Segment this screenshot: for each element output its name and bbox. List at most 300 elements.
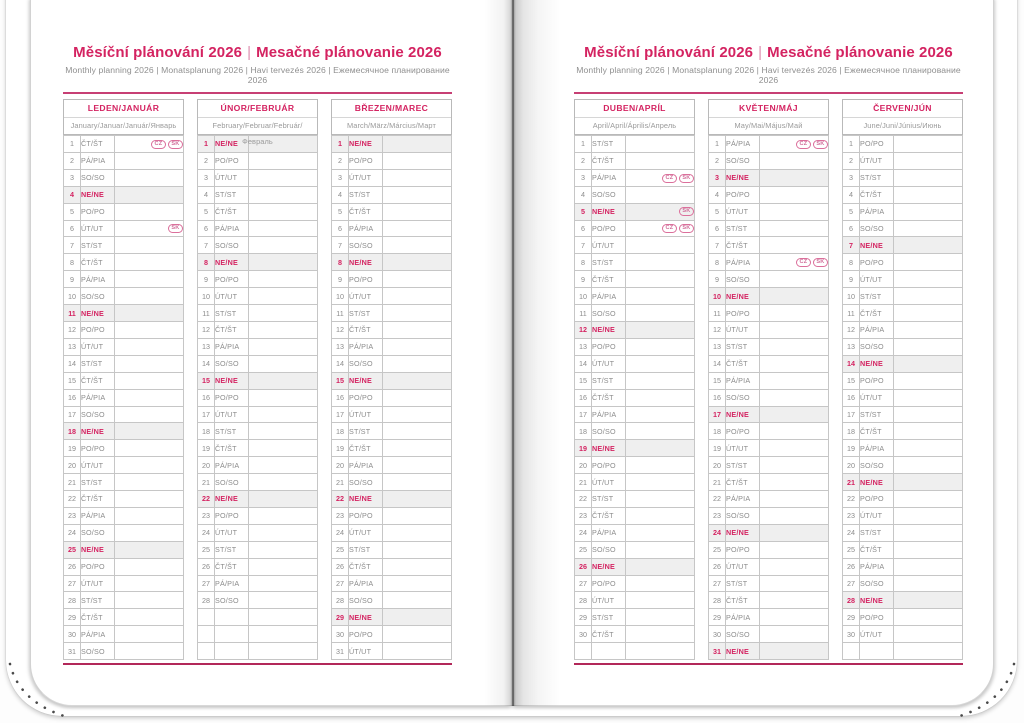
- day-row: [575, 220, 695, 237]
- day-name-cell: PÁ/PIA: [349, 220, 383, 237]
- day-number-cell: 6: [709, 220, 726, 237]
- day-row: [709, 474, 829, 491]
- day-row: [64, 524, 184, 541]
- day-row: [843, 288, 963, 305]
- note-cell: [249, 507, 318, 524]
- day-number-cell: 6: [198, 220, 215, 237]
- day-row: [575, 169, 695, 186]
- day-row: [64, 372, 184, 389]
- day-name-cell: ST/ST: [860, 169, 894, 186]
- day-number-cell: 7: [64, 237, 81, 254]
- day-name-cell: ÚT/UT: [349, 288, 383, 305]
- note-cell: [115, 575, 184, 592]
- day-number-cell: 11: [843, 305, 860, 322]
- day-name-cell: NE/NE: [860, 237, 894, 254]
- note-cell: [894, 609, 963, 626]
- day-name-cell: ST/ST: [726, 338, 760, 355]
- day-name-cell: ST/ST: [215, 423, 249, 440]
- day-name-cell: SO/SO: [860, 457, 894, 474]
- day-number-cell: 13: [575, 338, 592, 355]
- day-name-cell: [592, 643, 626, 660]
- month-column: [708, 99, 829, 660]
- day-number-cell: 9: [64, 271, 81, 288]
- day-row: [709, 321, 829, 338]
- day-number-cell: 15: [843, 372, 860, 389]
- day-name-cell: PO/PO: [349, 152, 383, 169]
- day-name-cell: ČT/ŠT: [81, 136, 115, 153]
- day-name-cell: ÚT/UT: [81, 220, 115, 237]
- day-number-cell: 26: [64, 558, 81, 575]
- day-row: [709, 558, 829, 575]
- day-number-cell: 16: [198, 389, 215, 406]
- day-row: [843, 338, 963, 355]
- day-row: [64, 271, 184, 288]
- day-name-cell: SO/SO: [726, 507, 760, 524]
- note-cell: [249, 643, 318, 660]
- note-cell: [115, 220, 184, 237]
- note-cell: [894, 507, 963, 524]
- day-number-cell: 28: [198, 592, 215, 609]
- day-name-cell: ÚT/UT: [592, 237, 626, 254]
- day-row: [575, 321, 695, 338]
- day-number-cell: 3: [843, 169, 860, 186]
- day-number-cell: 6: [843, 220, 860, 237]
- day-row: [575, 338, 695, 355]
- day-row: [843, 237, 963, 254]
- note-cell: [115, 136, 184, 153]
- day-name-cell: SO/SO: [81, 643, 115, 660]
- day-number-cell: 3: [709, 169, 726, 186]
- note-cell: [383, 643, 452, 660]
- day-row: [709, 626, 829, 643]
- day-number-cell: 31: [332, 643, 349, 660]
- day-number-cell: 11: [709, 305, 726, 322]
- day-name-cell: PÁ/PIA: [349, 575, 383, 592]
- day-number-cell: 18: [843, 423, 860, 440]
- day-row: [575, 305, 695, 322]
- note-cell: [383, 609, 452, 626]
- note-cell: [894, 626, 963, 643]
- note-cell: [626, 254, 695, 271]
- day-name-cell: ČT/ŠT: [349, 321, 383, 338]
- note-cell: [626, 575, 695, 592]
- day-name-cell: PÁ/PIA: [860, 440, 894, 457]
- note-cell: [894, 237, 963, 254]
- note-cell: [383, 457, 452, 474]
- page-header: [574, 44, 963, 61]
- day-number-cell: 5: [64, 203, 81, 220]
- note-cell: [894, 338, 963, 355]
- day-number-cell: 27: [198, 575, 215, 592]
- day-row: [709, 254, 829, 271]
- day-row: [575, 271, 695, 288]
- day-row: [198, 457, 318, 474]
- day-name-cell: NE/NE: [81, 305, 115, 322]
- note-cell: [760, 169, 829, 186]
- day-number-cell: 17: [198, 406, 215, 423]
- day-name-cell: SO/SO: [860, 338, 894, 355]
- day-number-cell: 16: [709, 389, 726, 406]
- note-cell: [760, 136, 829, 153]
- day-row: [198, 643, 318, 660]
- day-row: [198, 541, 318, 558]
- note-cell: [383, 355, 452, 372]
- day-name-cell: PÁ/PIA: [592, 169, 626, 186]
- note-cell: [115, 305, 184, 322]
- note-cell: [115, 169, 184, 186]
- note-cell: [115, 558, 184, 575]
- day-row: [332, 524, 452, 541]
- day-row: [575, 186, 695, 203]
- note-cell: [249, 575, 318, 592]
- day-name-cell: ČT/ŠT: [860, 305, 894, 322]
- day-row: [332, 423, 452, 440]
- note-cell: [760, 288, 829, 305]
- day-number-cell: [198, 609, 215, 626]
- note-cell: [894, 271, 963, 288]
- day-number-cell: 21: [575, 474, 592, 491]
- month-header-box: [842, 99, 963, 135]
- day-number-cell: 13: [332, 338, 349, 355]
- note-cell: [626, 203, 695, 220]
- day-name-cell: NE/NE: [592, 440, 626, 457]
- day-row: [709, 491, 829, 508]
- day-name-cell: ÚT/UT: [860, 389, 894, 406]
- day-name-cell: NE/NE: [349, 136, 383, 153]
- month-table: [331, 135, 452, 660]
- day-name-cell: ÚT/UT: [349, 524, 383, 541]
- day-number-cell: 10: [198, 288, 215, 305]
- day-name-cell: PÁ/PIA: [81, 271, 115, 288]
- note-cell: [760, 389, 829, 406]
- day-number-cell: [575, 643, 592, 660]
- day-number-cell: 7: [843, 237, 860, 254]
- header-title-separator: |: [247, 44, 252, 61]
- day-row: [198, 355, 318, 372]
- day-number-cell: 22: [198, 491, 215, 508]
- day-number-cell: 1: [64, 136, 81, 153]
- day-row: [64, 491, 184, 508]
- note-cell: [115, 355, 184, 372]
- note-cell: [760, 305, 829, 322]
- day-number-cell: 12: [332, 321, 349, 338]
- note-cell: [383, 288, 452, 305]
- holiday-badge-sk: SK: [679, 224, 694, 233]
- note-cell: [383, 491, 452, 508]
- day-number-cell: 10: [843, 288, 860, 305]
- day-number-cell: 22: [709, 491, 726, 508]
- day-row: [575, 491, 695, 508]
- note-cell: [626, 321, 695, 338]
- day-name-cell: [215, 626, 249, 643]
- note-cell: [249, 423, 318, 440]
- page-left-content: [63, 0, 452, 665]
- day-row: [843, 592, 963, 609]
- day-row: [709, 220, 829, 237]
- day-number-cell: 1: [332, 136, 349, 153]
- day-name-cell: NE/NE: [726, 643, 760, 660]
- day-row: [332, 254, 452, 271]
- month-subtitle: April/April/Április/Апрель: [592, 121, 677, 130]
- note-cell: [626, 338, 695, 355]
- day-name-cell: SO/SO: [349, 592, 383, 609]
- day-name-cell: PO/PO: [81, 321, 115, 338]
- day-number-cell: 13: [198, 338, 215, 355]
- day-name-cell: PO/PO: [592, 575, 626, 592]
- day-row: [575, 389, 695, 406]
- holiday-badge-cz: CZ: [796, 258, 811, 267]
- note-cell: [383, 152, 452, 169]
- day-row: [64, 254, 184, 271]
- day-number-cell: 29: [332, 609, 349, 626]
- note-cell: [626, 288, 695, 305]
- day-number-cell: 28: [575, 592, 592, 609]
- day-number-cell: 24: [709, 524, 726, 541]
- note-cell: [383, 406, 452, 423]
- day-name-cell: ÚT/UT: [215, 169, 249, 186]
- day-name-cell: SO/SO: [81, 288, 115, 305]
- note-cell: [249, 254, 318, 271]
- note-cell: [894, 389, 963, 406]
- day-row: [843, 626, 963, 643]
- day-name-cell: ÚT/UT: [726, 203, 760, 220]
- month-header-box: [574, 99, 695, 135]
- day-name-cell: SO/SO: [349, 355, 383, 372]
- header-title-separator: |: [758, 44, 763, 61]
- holiday-badge-cz: CZ: [796, 140, 811, 149]
- day-name-cell: SO/SO: [860, 575, 894, 592]
- day-name-cell: PO/PO: [215, 152, 249, 169]
- day-name-cell: PÁ/PIA: [592, 406, 626, 423]
- note-cell: [115, 440, 184, 457]
- day-number-cell: [843, 643, 860, 660]
- note-cell: [383, 136, 452, 153]
- day-name-cell: PO/PO: [81, 440, 115, 457]
- day-number-cell: 2: [575, 152, 592, 169]
- footer-rule: [574, 663, 963, 665]
- day-name-cell: NE/NE: [726, 406, 760, 423]
- day-number-cell: 27: [332, 575, 349, 592]
- day-name-cell: NE/NE: [215, 372, 249, 389]
- day-name-cell: ST/ST: [81, 237, 115, 254]
- day-number-cell: 6: [575, 220, 592, 237]
- day-number-cell: 5: [198, 203, 215, 220]
- day-name-cell: ČT/ŠT: [726, 355, 760, 372]
- month-column: [842, 99, 963, 660]
- day-row: [843, 254, 963, 271]
- note-cell: [249, 626, 318, 643]
- note-cell: [894, 169, 963, 186]
- day-row: [709, 237, 829, 254]
- day-row: [575, 626, 695, 643]
- day-row: [332, 541, 452, 558]
- day-number-cell: 6: [64, 220, 81, 237]
- day-name-cell: ČT/ŠT: [592, 271, 626, 288]
- day-number-cell: 21: [843, 474, 860, 491]
- day-row: [709, 372, 829, 389]
- day-row: [332, 338, 452, 355]
- day-name-cell: PO/PO: [860, 372, 894, 389]
- day-name-cell: ČT/ŠT: [349, 440, 383, 457]
- note-cell: [249, 152, 318, 169]
- day-number-cell: 17: [843, 406, 860, 423]
- day-row: [709, 423, 829, 440]
- day-name-cell: ST/ST: [726, 220, 760, 237]
- day-name-cell: PO/PO: [349, 507, 383, 524]
- day-row: [843, 609, 963, 626]
- note-cell: [249, 321, 318, 338]
- note-cell: [115, 186, 184, 203]
- day-number-cell: 18: [332, 423, 349, 440]
- day-number-cell: 23: [575, 507, 592, 524]
- day-row: [198, 558, 318, 575]
- month-subtitle: May/Mai/Május/Май: [734, 121, 803, 130]
- note-cell: [894, 457, 963, 474]
- header-rule: [574, 92, 963, 94]
- day-number-cell: 27: [64, 575, 81, 592]
- day-number-cell: 26: [843, 558, 860, 575]
- day-number-cell: 12: [198, 321, 215, 338]
- day-number-cell: 29: [64, 609, 81, 626]
- day-name-cell: ÚT/UT: [349, 169, 383, 186]
- day-number-cell: 7: [709, 237, 726, 254]
- day-name-cell: NE/NE: [349, 609, 383, 626]
- note-cell: [626, 440, 695, 457]
- day-row: [332, 558, 452, 575]
- day-name-cell: ÚT/UT: [726, 558, 760, 575]
- note-cell: [894, 558, 963, 575]
- day-name-cell: ČT/ŠT: [592, 507, 626, 524]
- day-name-cell: ÚT/UT: [81, 575, 115, 592]
- day-number-cell: 4: [64, 186, 81, 203]
- day-name-cell: NE/NE: [860, 355, 894, 372]
- month-subtitle: January/Januar/Január/Январь: [70, 121, 177, 130]
- day-row: [332, 609, 452, 626]
- day-name-cell: ČT/ŠT: [592, 626, 626, 643]
- day-row: [575, 558, 695, 575]
- day-number-cell: 23: [198, 507, 215, 524]
- day-row: [843, 355, 963, 372]
- day-number-cell: 14: [575, 355, 592, 372]
- day-number-cell: 4: [575, 186, 592, 203]
- day-number-cell: 24: [64, 524, 81, 541]
- note-cell: [760, 237, 829, 254]
- day-row: [709, 389, 829, 406]
- day-row: [575, 136, 695, 153]
- day-number-cell: 8: [575, 254, 592, 271]
- day-name-cell: PÁ/PIA: [860, 203, 894, 220]
- day-row: [332, 355, 452, 372]
- day-name-cell: ÚT/UT: [215, 406, 249, 423]
- note-cell: [760, 406, 829, 423]
- day-row: [575, 372, 695, 389]
- day-number-cell: 21: [64, 474, 81, 491]
- day-number-cell: 15: [198, 372, 215, 389]
- day-number-cell: 8: [64, 254, 81, 271]
- note-cell: [383, 575, 452, 592]
- day-name-cell: PO/PO: [860, 609, 894, 626]
- note-cell: [760, 254, 829, 271]
- day-number-cell: 2: [198, 152, 215, 169]
- month-title: KVĚTEN/MÁJ: [709, 100, 828, 118]
- day-row: [575, 203, 695, 220]
- note-cell: [894, 152, 963, 169]
- day-number-cell: 3: [198, 169, 215, 186]
- note-cell: [115, 372, 184, 389]
- day-number-cell: 15: [709, 372, 726, 389]
- note-cell: [626, 609, 695, 626]
- day-name-cell: ČT/ŠT: [81, 609, 115, 626]
- day-number-cell: 20: [332, 457, 349, 474]
- day-row: [709, 152, 829, 169]
- day-name-cell: ÚT/UT: [592, 355, 626, 372]
- day-row: [64, 406, 184, 423]
- note-cell: [115, 507, 184, 524]
- note-cell: [626, 169, 695, 186]
- note-cell: [115, 592, 184, 609]
- day-row: [575, 254, 695, 271]
- note-cell: [115, 338, 184, 355]
- month-subtitle: June/Juni/Június/Июнь: [863, 121, 942, 130]
- day-name-cell: ČT/ŠT: [349, 203, 383, 220]
- day-row: [843, 152, 963, 169]
- day-row: [709, 440, 829, 457]
- day-row: [198, 423, 318, 440]
- day-number-cell: 25: [198, 541, 215, 558]
- page-subtitle: Monthly planning 2026 | Monatsplanung 2026 | Havi tervezés 2026 | Ежемесячное планирование 2026: [65, 65, 450, 85]
- day-row: [843, 575, 963, 592]
- day-name-cell: ST/ST: [215, 305, 249, 322]
- day-name-cell: ST/ST: [349, 541, 383, 558]
- note-cell: [383, 186, 452, 203]
- day-name-cell: PÁ/PIA: [215, 575, 249, 592]
- day-number-cell: 28: [843, 592, 860, 609]
- day-name-cell: PÁ/PIA: [592, 524, 626, 541]
- day-number-cell: 8: [198, 254, 215, 271]
- note-cell: [894, 355, 963, 372]
- day-number-cell: 1: [843, 136, 860, 153]
- day-name-cell: PÁ/PIA: [726, 609, 760, 626]
- note-cell: [760, 575, 829, 592]
- day-name-cell: NE/NE: [215, 491, 249, 508]
- day-name-cell: NE/NE: [726, 524, 760, 541]
- day-number-cell: 22: [332, 491, 349, 508]
- holiday-badge-sk: SK: [813, 140, 828, 149]
- day-number-cell: 12: [843, 321, 860, 338]
- note-cell: [894, 643, 963, 660]
- day-number-cell: 2: [843, 152, 860, 169]
- day-number-cell: 18: [575, 423, 592, 440]
- note-cell: [626, 355, 695, 372]
- note-cell: [894, 254, 963, 271]
- note-cell: [626, 372, 695, 389]
- day-number-cell: 8: [709, 254, 726, 271]
- day-number-cell: 14: [64, 355, 81, 372]
- day-name-cell: ST/ST: [81, 592, 115, 609]
- day-number-cell: 11: [64, 305, 81, 322]
- note-cell: [249, 186, 318, 203]
- note-cell: [626, 457, 695, 474]
- day-name-cell: SO/SO: [592, 423, 626, 440]
- day-row: [198, 507, 318, 524]
- day-name-cell: PO/PO: [726, 541, 760, 558]
- month-columns-left: [63, 99, 452, 660]
- day-name-cell: ČT/ŠT: [81, 372, 115, 389]
- holiday-badge-sk: SK: [168, 140, 183, 149]
- note-cell: [383, 220, 452, 237]
- day-row: [843, 541, 963, 558]
- day-name-cell: PO/PO: [349, 389, 383, 406]
